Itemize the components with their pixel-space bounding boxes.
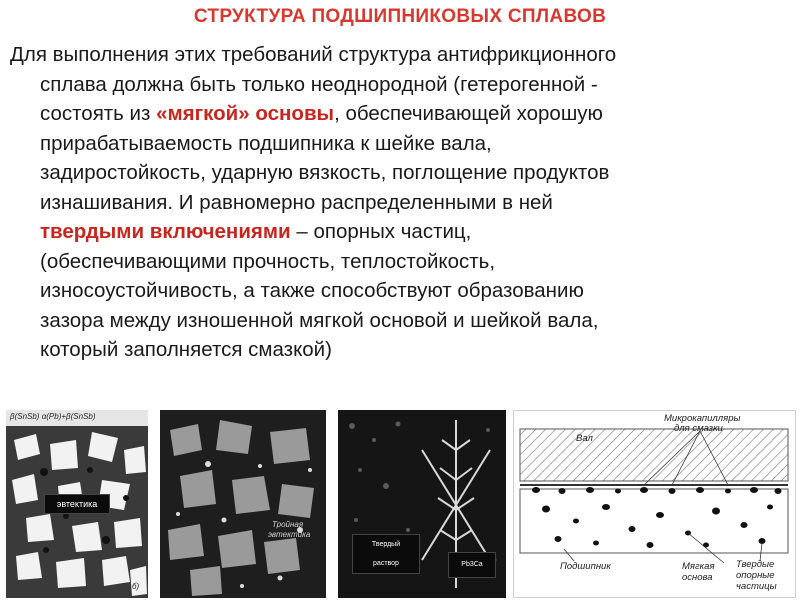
- ternary-label-line2: эвтектика: [268, 530, 311, 539]
- phase-formula: β(SnSb) α(Pb)+β(SnSb): [10, 412, 96, 421]
- shaft-label: Вал: [576, 433, 593, 444]
- highlight-soft-base: «мягкой» основы: [156, 102, 335, 125]
- text-line: сплава должна быть только неоднородной (гетерогенной -: [40, 72, 598, 96]
- capillaries-label-line2: для смазки: [674, 423, 723, 434]
- text-line: задиростойкость, ударную вязкость, поглощение продуктов: [40, 161, 610, 184]
- caption-pb3ca: Pb3Ca: [448, 552, 496, 578]
- caption-solid-solution: [352, 534, 420, 574]
- text-segment: , обеспечивающей хорошую: [334, 102, 603, 125]
- text-line: прирабатываемость подшипника к шейке вала,: [40, 131, 492, 155]
- micrograph-ternary-eutectic: [160, 410, 326, 598]
- ternary-label-line1: Тройная: [272, 520, 304, 529]
- body-paragraph: [10, 40, 790, 365]
- hard-particles-label-line2: опорные: [736, 570, 775, 581]
- soft-base-label-line1: Мягкая: [682, 561, 715, 572]
- text-line: (обеспечивающими прочность, теплостойкость,: [40, 249, 496, 273]
- caption-solid-line2: раствор: [373, 560, 399, 567]
- text-segment: – опорных частиц,: [290, 220, 472, 243]
- bearing-structure-diagram: [513, 410, 796, 598]
- hard-particles-label-line3: частицы: [736, 581, 777, 592]
- bearing-label: Подшипник: [560, 561, 611, 572]
- capillaries-label-line1: Микрокапилляры: [664, 413, 741, 424]
- slide-title: СТРУКТУРА ПОДШИПНИКОВЫХ СПЛАВОВ: [193, 6, 607, 27]
- text-line: [10, 99, 790, 129]
- caption-eutectic: эвтектика: [44, 494, 110, 514]
- micrograph-solid-solution: [338, 410, 506, 598]
- micrograph-eutectic: [6, 410, 148, 598]
- micrograph-ternary-art: [160, 410, 326, 598]
- text-line: Для выполнения этих требований структура антифрикционного: [10, 43, 617, 66]
- hard-particles-label-line1: Твердые: [736, 559, 775, 570]
- text-line: который заполняется смазкой): [40, 338, 332, 361]
- text-line: износоустойчивость, а также способствуют образованию: [40, 279, 584, 302]
- caption-solid-line1: Твердый: [371, 541, 401, 548]
- text-line: зазора между изношенной мягкой основой и шейкой вала,: [40, 308, 599, 332]
- highlight-hard-inclusions: твердыми включениями: [40, 220, 291, 243]
- text-line: [10, 217, 790, 247]
- photo-letter: б): [132, 582, 140, 591]
- text-line: изнашивания. И равномерно распределенными в ней: [40, 190, 553, 214]
- text-segment: состоять из: [40, 102, 157, 125]
- soft-base-label-line2: основа: [682, 572, 713, 583]
